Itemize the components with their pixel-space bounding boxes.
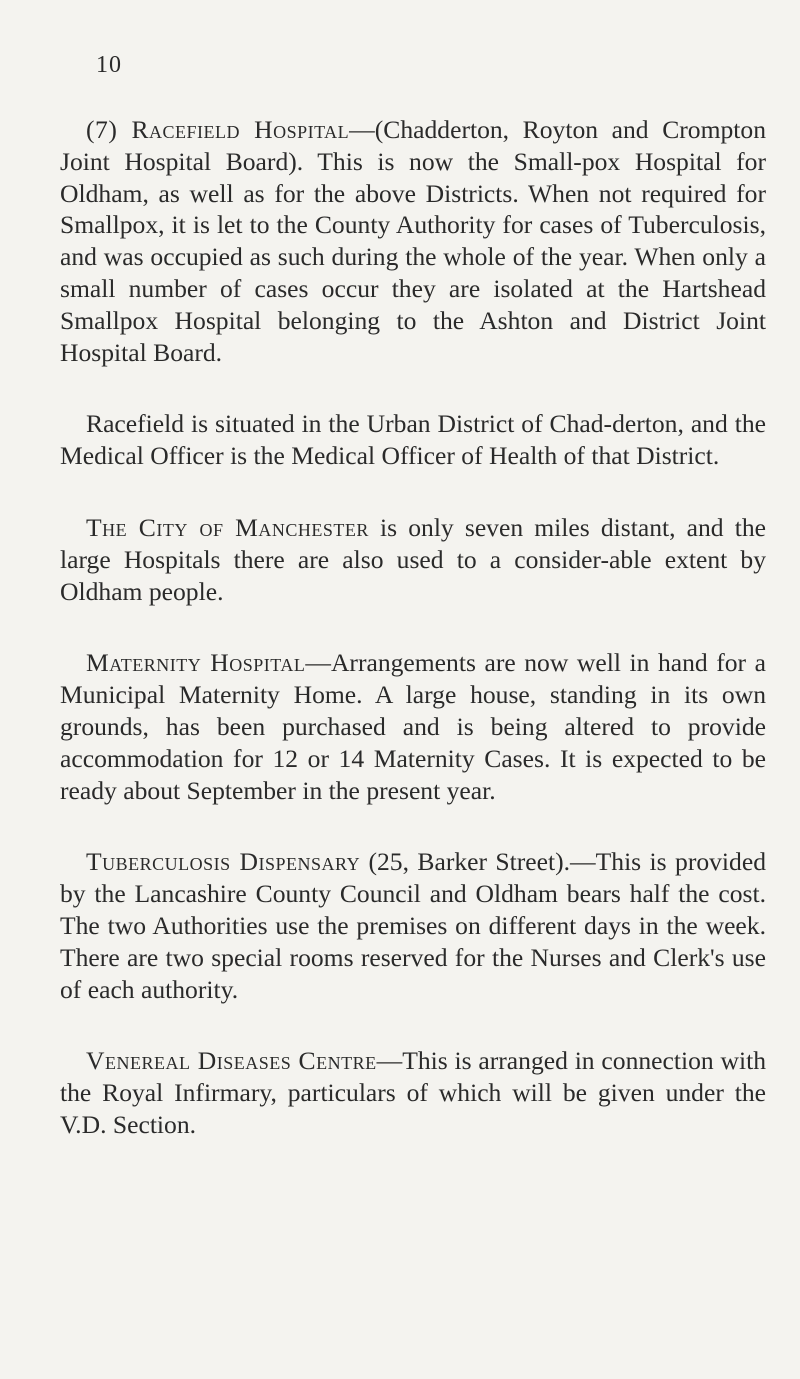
paragraph-racefield-location	[60, 408, 766, 472]
heading-tuberculosis-dispensary: Tuberculosis Dispensary	[86, 847, 361, 877]
page-number: 10	[96, 52, 122, 78]
text-venereal-diseases-centre: —This is arranged in connection with the Royal Infirmary, particulars of which will be given under the V.D. Section.	[60, 1046, 766, 1139]
text-tuberculosis-dispensary: (25, Barker Street).—This is provided by the Lancashire County Council and Oldham bears half the cost. The two Authorities use the premises on different days in the week. There are two special rooms reserved for the Nurses and Clerk's use of each authority.	[60, 847, 766, 1004]
text-racefield-hospital: —(Chadderton, Royton and Crompton Joint Hospital Board). This is now the Small-pox Hospital for Oldham, as well as for the above Districts. When not required for Smallpox, it is let to the County Authority for cases of Tuberculosis, and was occupied as such during the whole of the year. When only a small number of cases occur they are isolated at the Hartshead Smallpox Hospital belonging to the Ashton and District Joint Hospital Board.	[60, 115, 766, 367]
heading-maternity-hospital: Maternity Hospital	[86, 648, 306, 678]
text-maternity-hospital: —Arrangements are now well in hand for a Municipal Maternity Home. A large house, standing in its own grounds, has been purchased and is being altered to provide accommodation for 12 or 14 Maternity Cases. It is expected to be ready about September in the present year.	[60, 648, 766, 805]
paragraph-city-of-manchester	[60, 512, 766, 607]
heading-racefield-hospital: (7) Racefield Hospital	[86, 115, 350, 144]
paragraph-maternity-hospital	[60, 647, 766, 806]
paragraph-racefield-hospital	[60, 114, 766, 368]
paragraph-venereal-diseases-centre	[60, 1045, 766, 1140]
text-city-of-manchester: is only seven miles distant, and the large Hospitals there are also used to a consider-able extent by Oldham people.	[60, 512, 766, 606]
text-racefield-location: Racefield is situated in the Urban District of Chad-derton, and the Medical Officer is the Medical Officer of Health of that District.	[60, 409, 766, 471]
document-body	[60, 114, 766, 1181]
paragraph-tuberculosis-dispensary	[60, 846, 766, 1005]
heading-city-of-manchester: The City of Manchester	[86, 512, 369, 542]
heading-venereal-diseases-centre: Venereal Diseases Centre	[86, 1046, 377, 1076]
